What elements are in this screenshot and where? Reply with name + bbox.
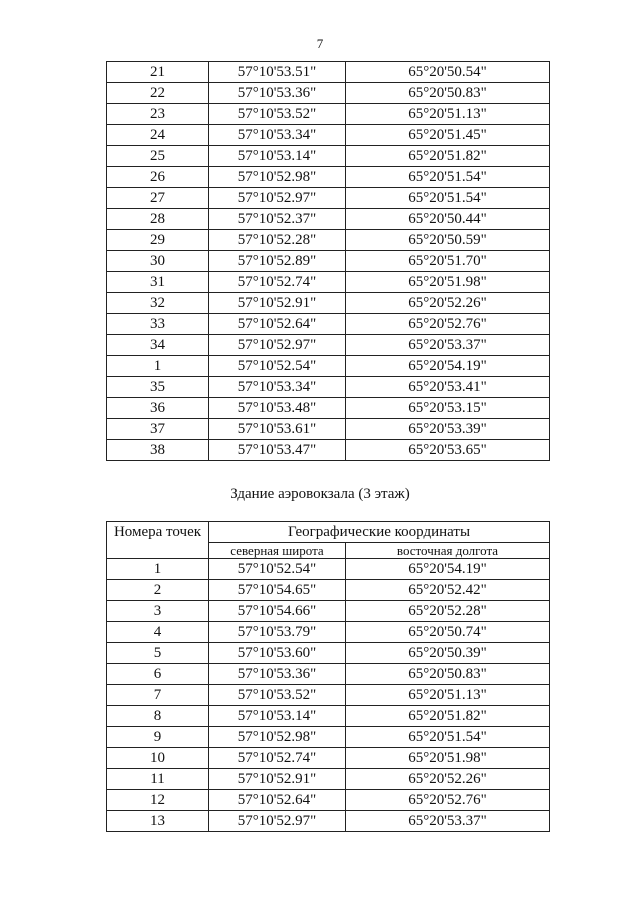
point-number-cell: 33 — [107, 314, 209, 335]
point-number-cell: 29 — [107, 230, 209, 251]
latitude-cell: 57°10'52.91" — [209, 769, 346, 790]
longitude-cell: 65°20'50.44" — [346, 209, 550, 230]
longitude-cell: 65°20'52.42" — [346, 580, 550, 601]
table-row — [107, 83, 550, 104]
point-number-cell: 21 — [107, 62, 209, 83]
table-row — [107, 622, 550, 643]
table-row — [107, 209, 550, 230]
point-number-cell: 28 — [107, 209, 209, 230]
table-row — [107, 293, 550, 314]
table-row — [107, 706, 550, 727]
table-row — [107, 398, 550, 419]
point-number-cell: 23 — [107, 104, 209, 125]
latitude-cell: 57°10'52.97" — [209, 188, 346, 209]
point-number-cell: 11 — [107, 769, 209, 790]
table-row — [107, 272, 550, 293]
latitude-cell: 57°10'53.79" — [209, 622, 346, 643]
table-row — [107, 104, 550, 125]
longitude-cell: 65°20'50.74" — [346, 622, 550, 643]
coordinates-table-continued — [106, 61, 550, 461]
point-number-cell: 34 — [107, 335, 209, 356]
longitude-cell: 65°20'53.39" — [346, 419, 550, 440]
latitude-cell: 57°10'52.28" — [209, 230, 346, 251]
longitude-cell: 65°20'53.15" — [346, 398, 550, 419]
latitude-cell: 57°10'53.51" — [209, 62, 346, 83]
header-east-longitude: восточная долгота — [346, 543, 550, 559]
longitude-cell: 65°20'52.76" — [346, 314, 550, 335]
point-number-cell: 26 — [107, 167, 209, 188]
table-row — [107, 601, 550, 622]
point-number-cell: 22 — [107, 83, 209, 104]
section-title: Здание аэровокзала (3 этаж) — [230, 486, 410, 502]
point-number-cell: 7 — [107, 685, 209, 706]
table-row — [107, 748, 550, 769]
point-number-cell: 37 — [107, 419, 209, 440]
longitude-cell: 65°20'52.28" — [346, 601, 550, 622]
point-number-cell: 13 — [107, 811, 209, 832]
point-number-cell: 24 — [107, 125, 209, 146]
point-number-cell: 38 — [107, 440, 209, 461]
table-row — [107, 377, 550, 398]
point-number-cell: 30 — [107, 251, 209, 272]
longitude-cell: 65°20'51.82" — [346, 706, 550, 727]
point-number-cell: 27 — [107, 188, 209, 209]
terminal-coordinates-table — [106, 521, 550, 832]
longitude-cell: 65°20'50.59" — [346, 230, 550, 251]
longitude-cell: 65°20'51.82" — [346, 146, 550, 167]
longitude-cell: 65°20'51.98" — [346, 748, 550, 769]
table-row — [107, 230, 550, 251]
longitude-cell: 65°20'53.37" — [346, 335, 550, 356]
longitude-cell: 65°20'51.54" — [346, 188, 550, 209]
point-number-cell: 3 — [107, 601, 209, 622]
point-number-cell: 1 — [107, 356, 209, 377]
terminal-table-body — [107, 559, 550, 832]
longitude-cell: 65°20'52.26" — [346, 293, 550, 314]
point-number-cell: 35 — [107, 377, 209, 398]
longitude-cell: 65°20'51.54" — [346, 167, 550, 188]
latitude-cell: 57°10'54.65" — [209, 580, 346, 601]
latitude-cell: 57°10'53.52" — [209, 104, 346, 125]
longitude-cell: 65°20'51.45" — [346, 125, 550, 146]
longitude-cell: 65°20'52.26" — [346, 769, 550, 790]
latitude-cell: 57°10'52.37" — [209, 209, 346, 230]
latitude-cell: 57°10'53.60" — [209, 643, 346, 664]
latitude-cell: 57°10'53.52" — [209, 685, 346, 706]
latitude-cell: 57°10'53.61" — [209, 419, 346, 440]
header-north-latitude: северная широта — [209, 543, 346, 559]
point-number-cell: 10 — [107, 748, 209, 769]
latitude-cell: 57°10'53.47" — [209, 440, 346, 461]
table-row — [107, 685, 550, 706]
longitude-cell: 65°20'51.98" — [346, 272, 550, 293]
table-row — [107, 664, 550, 685]
latitude-cell: 57°10'52.97" — [209, 335, 346, 356]
latitude-cell: 57°10'52.97" — [209, 811, 346, 832]
longitude-cell: 65°20'54.19" — [346, 356, 550, 377]
table-row — [107, 559, 550, 580]
latitude-cell: 57°10'52.54" — [209, 559, 346, 580]
table-row — [107, 125, 550, 146]
latitude-cell: 57°10'52.98" — [209, 167, 346, 188]
table-row — [107, 727, 550, 748]
table-row — [107, 62, 550, 83]
longitude-cell: 65°20'50.83" — [346, 83, 550, 104]
coordinates-table-body — [107, 62, 550, 461]
latitude-cell: 57°10'52.74" — [209, 748, 346, 769]
latitude-cell: 57°10'52.64" — [209, 314, 346, 335]
latitude-cell: 57°10'53.14" — [209, 706, 346, 727]
table-row — [107, 419, 550, 440]
longitude-cell: 65°20'53.41" — [346, 377, 550, 398]
table-row — [107, 356, 550, 377]
table-row — [107, 251, 550, 272]
latitude-cell: 57°10'53.34" — [209, 377, 346, 398]
point-number-cell: 5 — [107, 643, 209, 664]
point-number-cell: 31 — [107, 272, 209, 293]
longitude-cell: 65°20'51.54" — [346, 727, 550, 748]
table-row — [107, 188, 550, 209]
longitude-cell: 65°20'51.70" — [346, 251, 550, 272]
point-number-cell: 36 — [107, 398, 209, 419]
longitude-cell: 65°20'54.19" — [346, 559, 550, 580]
header-geographic-coordinates: Географические координаты — [209, 522, 550, 543]
latitude-cell: 57°10'52.74" — [209, 272, 346, 293]
point-number-cell: 2 — [107, 580, 209, 601]
table-row — [107, 314, 550, 335]
point-number-cell: 25 — [107, 146, 209, 167]
latitude-cell: 57°10'52.98" — [209, 727, 346, 748]
longitude-cell: 65°20'52.76" — [346, 790, 550, 811]
longitude-cell: 65°20'51.13" — [346, 104, 550, 125]
table-row — [107, 790, 550, 811]
table-row — [107, 580, 550, 601]
point-number-cell: 8 — [107, 706, 209, 727]
latitude-cell: 57°10'54.66" — [209, 601, 346, 622]
table-row — [107, 769, 550, 790]
longitude-cell: 65°20'53.37" — [346, 811, 550, 832]
table-row — [107, 167, 550, 188]
longitude-cell: 65°20'51.13" — [346, 685, 550, 706]
header-point-numbers: Номера точек — [107, 522, 209, 559]
longitude-cell: 65°20'50.83" — [346, 664, 550, 685]
latitude-cell: 57°10'52.89" — [209, 251, 346, 272]
longitude-cell: 65°20'50.39" — [346, 643, 550, 664]
latitude-cell: 57°10'53.34" — [209, 125, 346, 146]
point-number-cell: 1 — [107, 559, 209, 580]
table-header — [107, 522, 550, 559]
latitude-cell: 57°10'53.36" — [209, 664, 346, 685]
longitude-cell: 65°20'50.54" — [346, 62, 550, 83]
table-row — [107, 440, 550, 461]
point-number-cell: 9 — [107, 727, 209, 748]
point-number-cell: 12 — [107, 790, 209, 811]
latitude-cell: 57°10'52.54" — [209, 356, 346, 377]
latitude-cell: 57°10'53.36" — [209, 83, 346, 104]
table-row — [107, 335, 550, 356]
point-number-cell: 4 — [107, 622, 209, 643]
page-number: 7 — [316, 36, 324, 51]
point-number-cell: 6 — [107, 664, 209, 685]
table-row — [107, 146, 550, 167]
latitude-cell: 57°10'53.14" — [209, 146, 346, 167]
latitude-cell: 57°10'52.91" — [209, 293, 346, 314]
table-header-row — [107, 522, 550, 543]
latitude-cell: 57°10'52.64" — [209, 790, 346, 811]
point-number-cell: 32 — [107, 293, 209, 314]
latitude-cell: 57°10'53.48" — [209, 398, 346, 419]
longitude-cell: 65°20'53.65" — [346, 440, 550, 461]
table-row — [107, 643, 550, 664]
table-row — [107, 811, 550, 832]
